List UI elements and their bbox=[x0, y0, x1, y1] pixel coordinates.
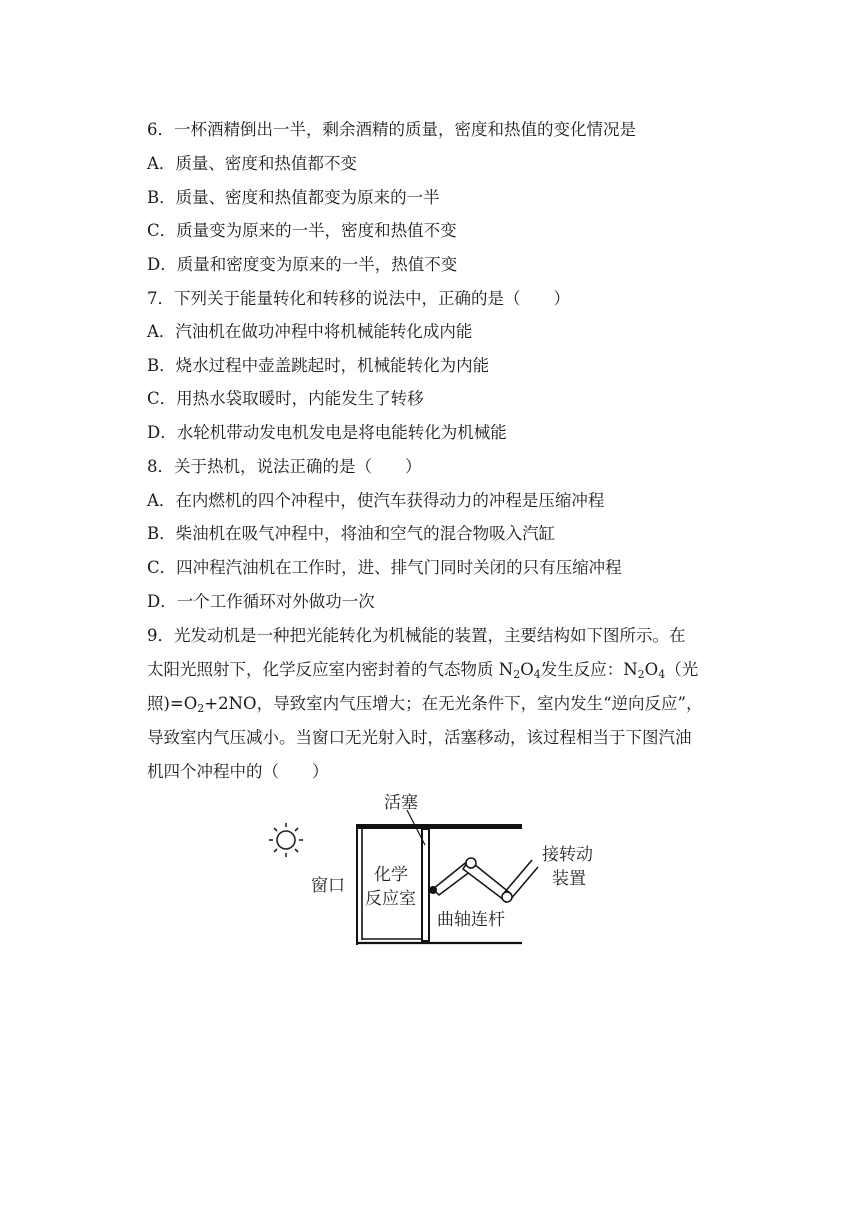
question-6-stem: 6．一杯酒精倒出一半，剩余酒精的质量，密度和热值的变化情况是 bbox=[147, 120, 636, 139]
question-9-line-3: 照)$=O_2+2NO$，导致室内气压增大；在无光条件下，室内发生“逆向反应”， bbox=[147, 694, 703, 715]
chamber-label-2: 反应室 bbox=[365, 889, 416, 909]
crank-label: 曲轴连杆 bbox=[437, 910, 505, 930]
question-8-option-d: D．一个工作循环对外做功一次 bbox=[147, 592, 375, 611]
question-7-option-b: B．烧水过程中壶盖跳起时，机械能转化为内能 bbox=[147, 356, 490, 375]
question-7-option-d: D．水轮机带动发电机发电是将电能转化为机械能 bbox=[147, 423, 507, 442]
question-9-line-1: 9．光发动机是一种把光能转化为机械能的装置，主要结构如下图所示。在 bbox=[147, 626, 686, 645]
question-9-line-4: 导致室内气压减小。当窗口无光射入时，活塞移动，该过程相当于下图汽油 bbox=[147, 728, 692, 747]
sun-icon bbox=[269, 823, 303, 857]
question-6-option-d: D．质量和密度变为原来的一半，热值不变 bbox=[147, 255, 458, 274]
light-engine-figure bbox=[262, 785, 612, 955]
piston-label: 活塞 bbox=[384, 793, 418, 813]
question-8-option-a: A．在内燃机的四个冲程中，使汽车获得动力的冲程是压缩冲程 bbox=[147, 491, 605, 510]
question-9-line-2: 太阳光照射下，化学反应室内密封着的气态物质 $N_2O_4$发生反应：$N_2O_4$（光 bbox=[147, 660, 699, 681]
question-7-option-c: C．用热水袋取暖时，内能发生了转移 bbox=[147, 389, 424, 408]
piston bbox=[422, 829, 429, 941]
pivot-dot bbox=[429, 886, 437, 894]
window-label: 窗口 bbox=[311, 876, 345, 896]
question-6-option-c: C．质量变为原来的一半，密度和热值不变 bbox=[147, 221, 457, 240]
output-label-1: 接转动 bbox=[542, 845, 593, 865]
question-8-option-c: C．四冲程汽油机在工作时，进、排气门同时关闭的只有压缩冲程 bbox=[147, 558, 622, 577]
crank-connecting-rod bbox=[433, 858, 538, 902]
question-8-option-b: B．柴油机在吸气冲程中，将油和空气的混合物吸入汽缸 bbox=[147, 524, 556, 543]
top-plate bbox=[356, 824, 522, 829]
chamber-label-1: 化学 bbox=[374, 865, 408, 885]
question-7-option-a: A．汽油机在做功冲程中将机械能转化成内能 bbox=[147, 322, 473, 341]
question-6-option-b: B．质量、密度和热值都变为原来的一半 bbox=[147, 188, 440, 207]
question-8-stem: 8．关于热机，说法正确的是（ ） bbox=[147, 457, 422, 476]
output-label-2: 装置 bbox=[552, 869, 586, 889]
question-7-stem: 7．下列关于能量转化和转移的说法中，正确的是（ ） bbox=[147, 289, 570, 308]
question-9-line-5: 机四个冲程中的（ ） bbox=[147, 762, 329, 781]
question-6-option-a: A．质量、密度和热值都不变 bbox=[147, 154, 357, 173]
light-engine-diagram bbox=[262, 785, 612, 955]
